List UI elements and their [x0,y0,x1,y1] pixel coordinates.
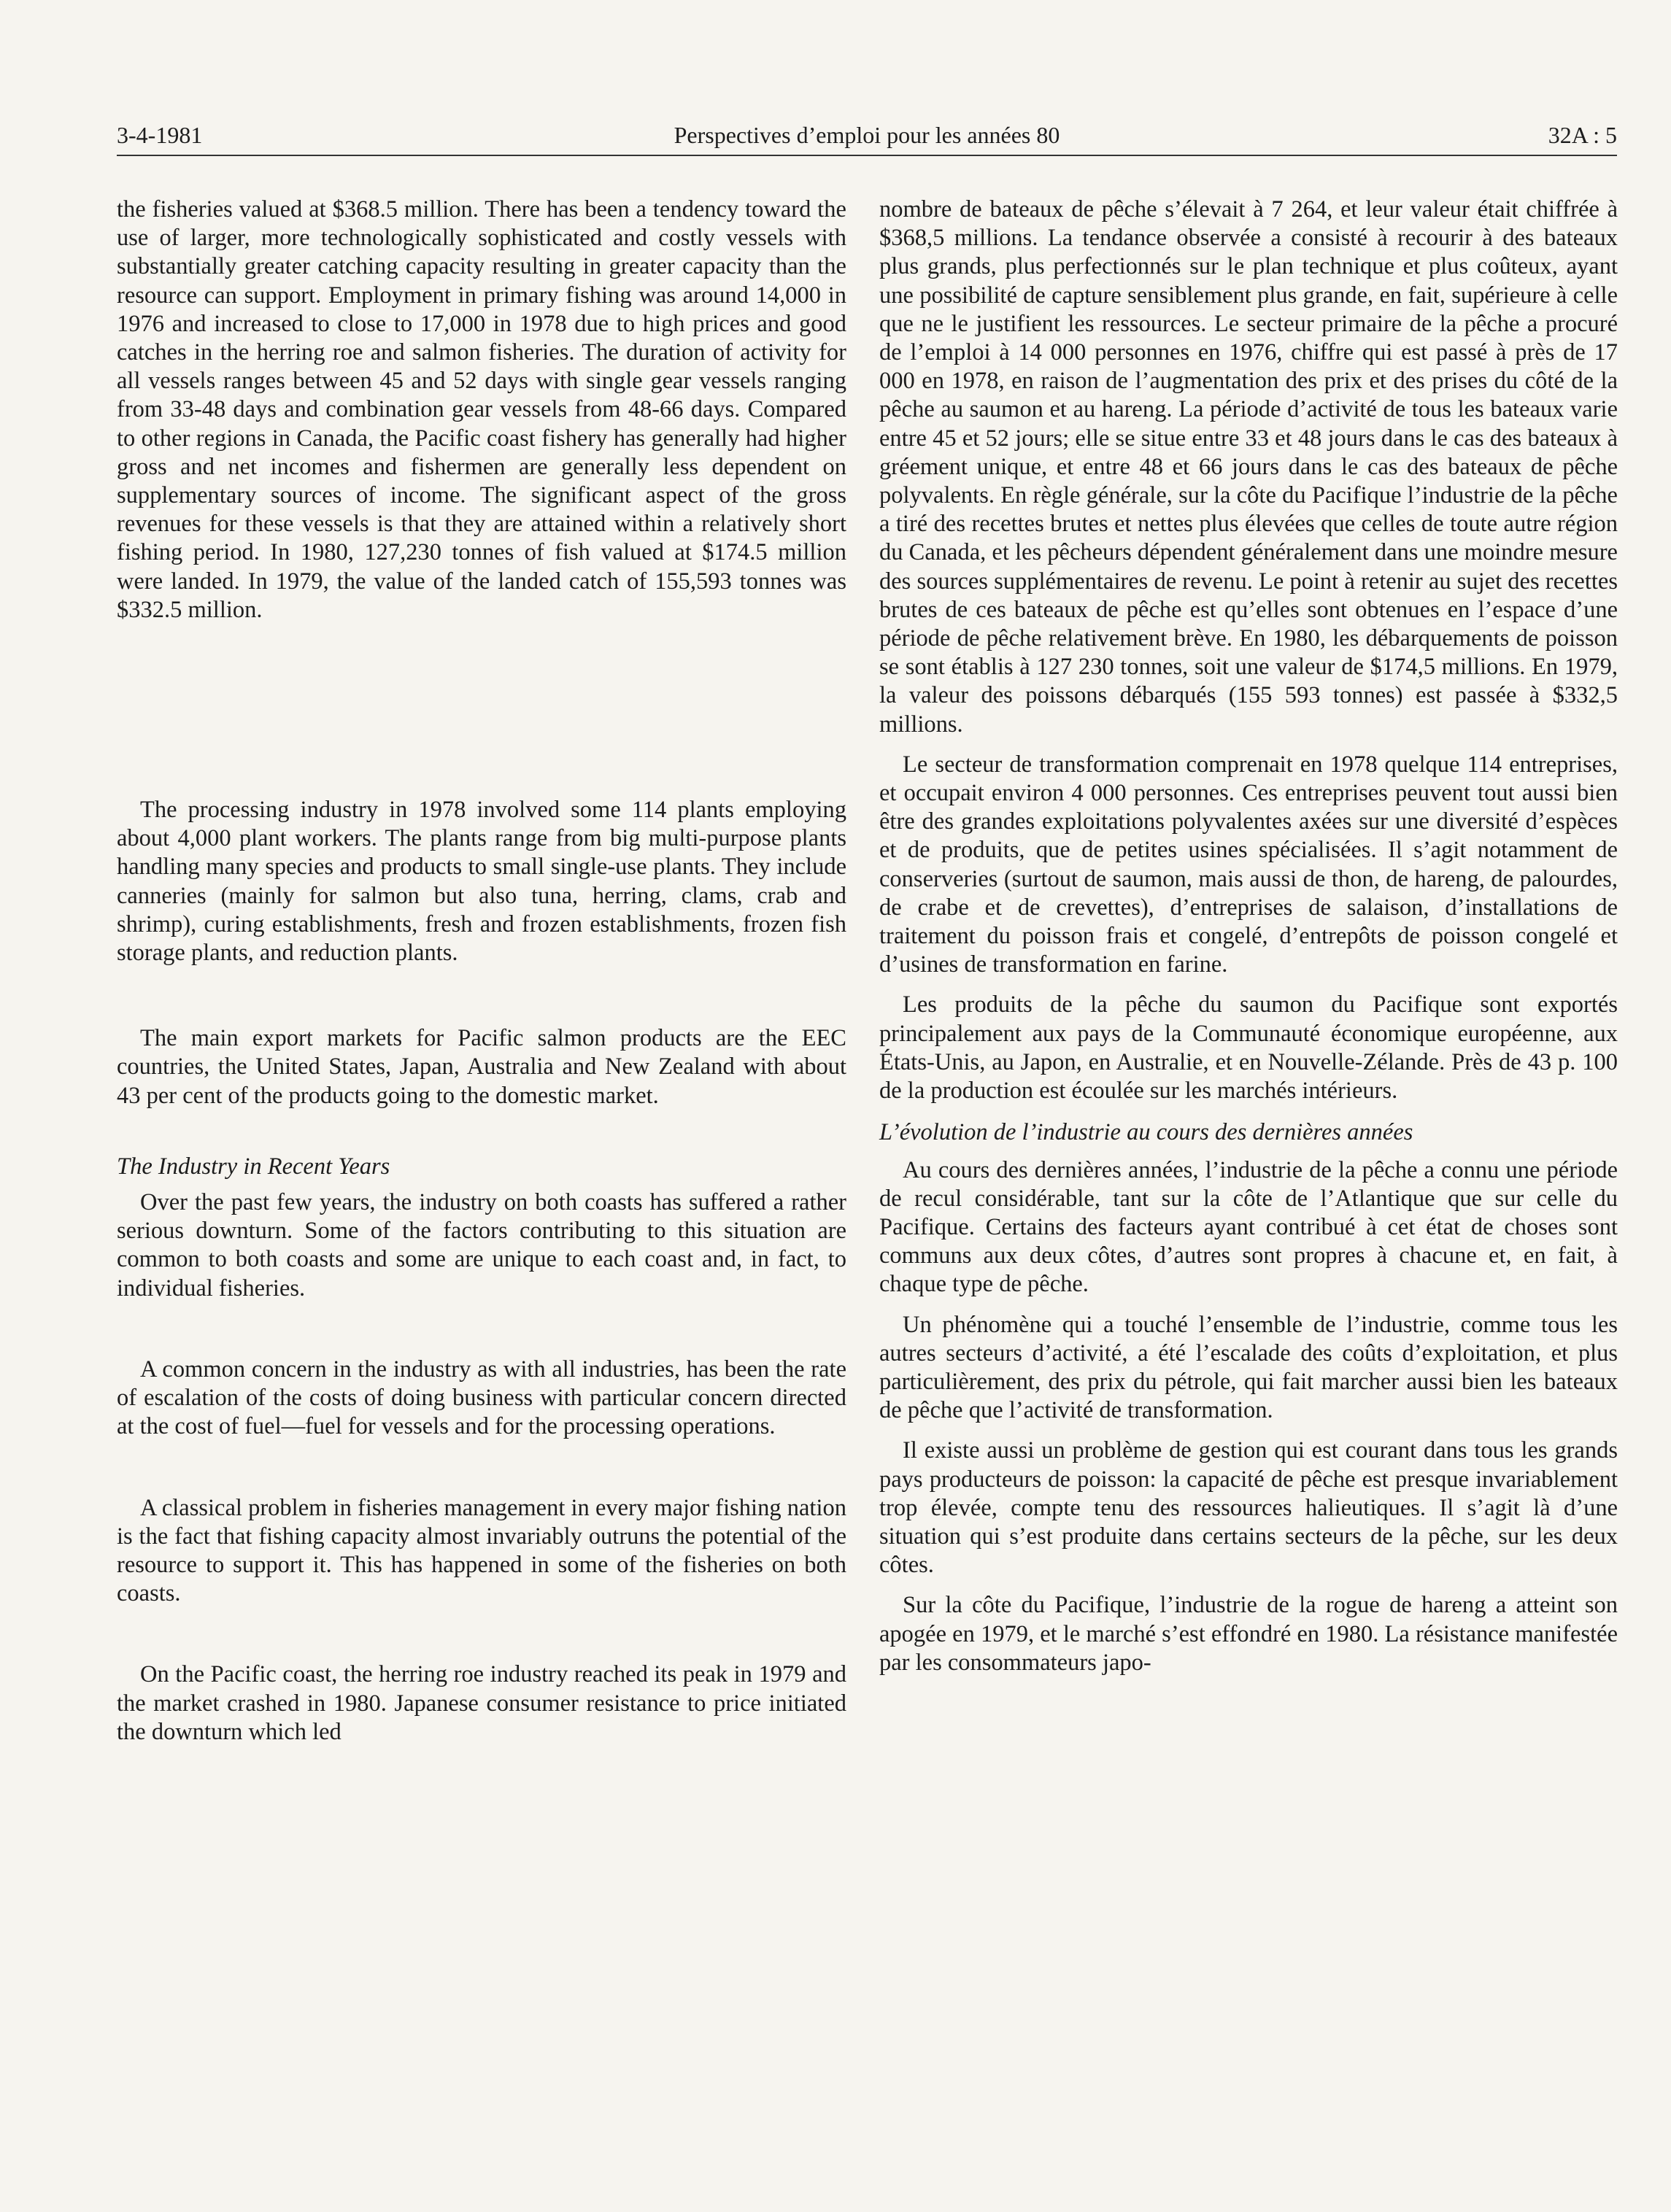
running-header [117,115,1617,156]
header-page-number: 32A : 5 [1548,122,1617,148]
en-paragraph-2: The processing industry in 1978 involved some 114 plants employing about 4,000 plant workers. The plants range from big multi-purpose plants handling many species and products to small single-use plants. They include canneries (mainly for salmon but also tuna, herring, clams, crab and shrimp), curing establishments, fresh and frozen establishments, frozen fish storage plants, and reduction plants. [117,797,846,967]
header-title: Perspectives d’emploi pour les années 80 [674,122,1060,148]
en-paragraph-1: the fisheries valued at $368.5 million. There has been a tendency toward the use of larger, more technologically sophisticated and costly vessels with substantially greater catching capacity resulting in greater capacity than the resource can support. Employment in primary fishing was around 14,000 in 1976 and increased to close to 17,000 in 1978 due to high prices and good catches in the herring roe and salmon fisheries. The duration of activity for all vessels ranges between 45 and 52 days with single gear vessels ranging from 33-48 days and combination gear vessels from 48-66 days. Compared to other regions in Canada, the Pacific coast fishery has generally had higher gross and net incomes and fishermen are generally less dependent on supplementary sources of income. The significant aspect of the gross revenues for these vessels is that they are attained within a relatively short fishing period. In 1980, 127,230 tonnes of fish valued at $174.5 million were landed. In 1979, the value of the landed catch of 155,593 tonnes was $332.5 million. [117,196,846,623]
en-paragraph-3: The main export markets for Pacific salmon products are the EEC countries, the United States, Japan, Australia and New Zealand with about 43 per cent of the products going to the domestic market. [117,1025,846,1109]
fr-paragraph-7: Sur la côte du Pacifique, l’industrie de la rogue de hareng a atteint son apogée en 1979, et le marché s’est effondré en 1980. La résistance manifestée par les consommateurs japo- [879,1592,1618,1676]
fr-paragraph-2: Le secteur de transformation comprenait en 1978 quelque 114 entreprises, et occupait environ 4 000 personnes. Ces entreprises peuvent tout aussi bien être des grandes exploitations polyvalentes axées sur une diversité d’espèces et de produits, que de petites usines spécialisées. Il s’agit notamment de conserveries (surtout de saumon, mais aussi de thon, de hareng, de palourdes, de crabe et de crevettes), d’entreprises de salaison, d’installations de traitement du poisson frais et congelé, d’entrepôts de poisson congelé et d’usines de transformation en farine. [879,751,1618,978]
fr-paragraph-6: Il existe aussi un problème de gestion qui est courant dans tous les grands pays producteurs de poisson: la capacité de pêche est presque invariablement trop élevée, compte tenu des ressources halieutiques. Il s’agit là d’une situation qui s’est produite dans certains secteurs de la pêche, sur les deux côtes. [879,1437,1618,1579]
fr-paragraph-3: Les produits de la pêche du saumon du Pacifique sont exportés principalement aux pays de la Communauté économique européenne, aux États-Unis, au Japon, en Australie, et en Nouvelle-Zélande. Près de 43 p. 100 de la production est écoulée sur les marchés intérieurs. [879,991,1618,1105]
en-paragraph-4: Over the past few years, the industry on both coasts has suffered a rather serious downturn. Some of the factors contributing to this situation are common to both coasts and some are unique to each coast and, in fact, to individual fisheries. [117,1189,846,1302]
en-paragraph-7: On the Pacific coast, the herring roe industry reached its peak in 1979 and the market crashed in 1980. Japanese consumer resistance to price initiated the downturn which led [117,1661,846,1745]
french-column [879,196,1618,1677]
en-section-heading: The Industry in Recent Years [117,1153,390,1180]
header-date: 3-4-1981 [117,122,203,148]
fr-paragraph-4: Au cours des dernières années, l’industrie de la pêche a connu une période de recul considérable, tant sur la côte de l’Atlantique que sur celle du Pacifique. Certains des facteurs ayant contribué à cet état de choses sont communs aux deux côtes, d’autres sont propres à chacune et, en fait, à chaque type de pêche. [879,1156,1618,1298]
en-paragraph-6: A classical problem in fisheries management in every major fishing nation is the fact that fishing capacity almost invariably outruns the potential of the resource to support it. This has happened in some of the fisheries on both coasts. [117,1494,846,1607]
fr-section-heading: L’évolution de l’industrie au cours des dernières années [879,1119,1413,1146]
fr-paragraph-1: nombre de bateaux de pêche s’élevait à 7 264, et leur valeur était chiffrée à $368,5 millions. La tendance observée a consisté à recourir à des bateaux plus grands, plus perfectionnés sur le plan technique et plus coûteux, ayant une possibilité de capture sensiblement plus grande, en fait, supérieure à celle que ne le justifient les ressources. Le secteur primaire de la pêche a procuré de l’emploi à 14 000 personnes en 1976, chiffre qui est passé à près de 17 000 en 1978, en raison de l’augmentation des prix et des prises du côté de la pêche au saumon et au hareng. La période d’activité de tous les bateaux varie entre 45 et 52 jours; elle se situe entre 33 et 48 jours dans le cas des bateaux à gréement unique, et entre 48 et 66 jours dans le cas des bateaux de pêche polyvalents. En règle générale, sur la côte du Pacifique l’industrie de la pêche a tiré des recettes brutes et nettes plus élevées que celles de toute autre région du Canada, et les pêcheurs dépendent généralement dans une moindre mesure des sources supplémentaires de revenu. Le point à retenir au sujet des recettes brutes de ces bateaux de pêche est qu’elles sont obtenues en l’espace d’une période de pêche relativement brève. En 1980, les débarquements de poisson se sont établis à 127 230 tonnes, soit une valeur de $174,5 millions. En 1979, la valeur des poissons débarqués (155 593 tonnes) est passée à $332,5 millions. [879,196,1618,738]
fr-paragraph-5: Un phénomène qui a touché l’ensemble de l’industrie, comme tous les autres secteurs d’activité, a été l’escalade des coûts d’exploitation, et plus particulièrement, des prix du pétrole, qui fait marcher aussi bien les bateaux de pêche que l’activité de transformation. [879,1311,1618,1424]
en-paragraph-5: A common concern in the industry as with all industries, has been the rate of escalation of the costs of doing business with particular concern directed at the cost of fuel—fuel for vessels and for the processing operations. [117,1356,846,1440]
english-column [117,196,846,1747]
